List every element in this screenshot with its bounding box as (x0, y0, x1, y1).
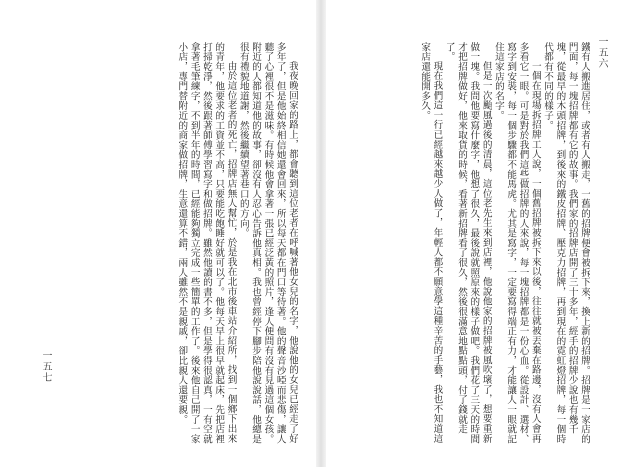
paragraph: 由於這位老者的死亡，招牌店無人幫忙，於是我在北市後車站介紹所，找到一個鄉下出來的青年，他要求的工資並不高，只要能吃飽睡好就可以了。他每天早上很早就起床，先把店裡打掃乾淨，然後跟著師傅學習寫字和做招牌。雖然他讀的書不多，但是學得很認真，一有空就拿著毛筆練字，不到半年的時間，已經能夠獨立完成一些簡單的工作了。後來他自己開了一家小店，專門替附近的商家做招牌，生意還算不錯，兩人雖然不是親戚，卻比親人還要親。 (176, 42, 237, 444)
right-page-text (350, 42, 590, 450)
book-gutter (316, 0, 326, 467)
left-page-text (58, 42, 298, 450)
paragraph: 一個在現場拆招牌工人說，一個舊招牌被拆下來以後，往往就被丟棄在路邊，沒有人會再多看它一眼。可是對於我們這些做招牌的人來說，每一塊招牌都是一份心血。從設計、選材、寫字到安裝，每一個步驟都不能馬虎。尤其是寫字，一定要寫得端正有力，才能讓人一眼就記住這家店的名字。 (492, 42, 541, 444)
page-number: 一五六 (596, 36, 607, 69)
page-number: 一五七 (40, 350, 51, 383)
paragraph: 現在我們這一行已經越來越少人做了，年輕人都不願意學這種辛苦的手藝，我也不知道這家店還能開多久。 (419, 42, 443, 444)
paragraph: 但是一次颱風過後的清晨，這位老先生來到店裡，他說他家的招牌被風吹壞了，想要重新做一塊。我問他要寫什麼字，他想了很久，最後說就照原來的樣子做吧。我們花了三天的時間才把招牌做好，他來取貨的時候，看著新招牌看了很久，然後很滿意地點點頭，付了錢就走了。 (443, 42, 492, 444)
left-page (34, 12, 316, 452)
paragraph: 我夜晚回家的路上，都會聽到這位老者在呼喊著他女兒的名字，他說他的女兒已經走了好多年了，但是他始終相信她還會回來，所以每天都在門口等待著。他的聲音沙啞而悲傷，讓人聽了心裡很不是滋味。有時候他會拿著一張已經泛黃的照片，逢人便問有沒有見過這個女孩。附近的人都知道他的故事，卻沒有人忍心告訴他真相。我也曾經停下腳步陪他說說話，他總是很有禮貌地道謝，然後繼續望著巷口的方向。 (237, 42, 298, 444)
paragraph: 鐵有人搬進居住，或者有人搬走，一舊的招牌便會被拆下來，換上新的招牌。招牌是一家店的門面，每一塊招牌都有它的故事。我們家的招牌店開了三十多年，經手的招牌少說也有幾千塊，從最早的木頭招牌，到後來的鐵皮招牌、壓克力招牌，再到現在的霓虹燈招牌，每一個時代都有不同的樣子。 (542, 42, 590, 444)
right-page (326, 12, 608, 452)
